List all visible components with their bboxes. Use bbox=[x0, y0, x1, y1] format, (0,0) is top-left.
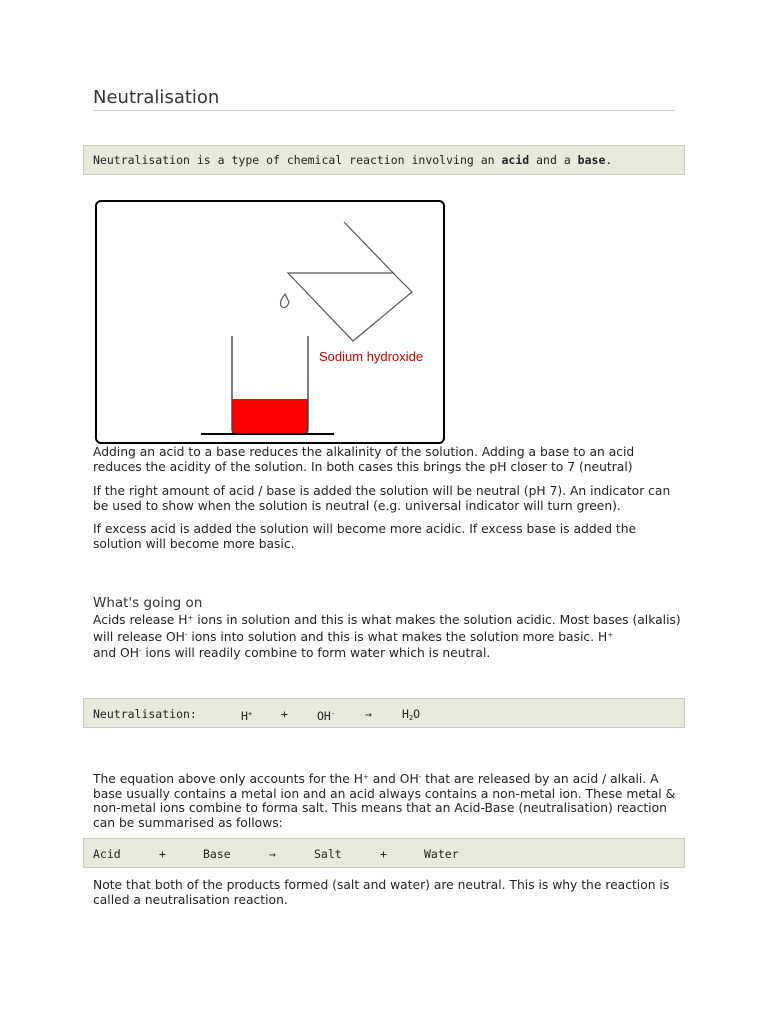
intro-base-term: base bbox=[577, 153, 606, 167]
hydrogen-ion bbox=[241, 707, 252, 723]
hydroxide-ion bbox=[317, 707, 335, 723]
intro-text-start: Neutralisation is a type of chemical reaction involving an bbox=[93, 153, 502, 167]
ions-text-5: ions will readily combine to form water which is neutral. bbox=[141, 646, 491, 660]
superscript-minus: - bbox=[184, 630, 188, 639]
section-heading: What's going on bbox=[93, 595, 203, 611]
hydrogen-symbol: H bbox=[241, 709, 248, 723]
equation-acid: Acid bbox=[93, 847, 121, 861]
ions-text-2: ions in solution and this is what makes the solution acidic. Most bases (alkalis) will release OH bbox=[93, 613, 681, 644]
paragraph-1: Adding an acid to a base reduces the alkalinity of the solution. Adding a base to an acid reduces the acidity of the solution. In both cases this brings the pH closer to 7 (neutral) bbox=[93, 445, 635, 474]
superscript-plus: + bbox=[607, 630, 614, 639]
equation-salt: Salt bbox=[314, 847, 342, 861]
page-title: Neutralisation bbox=[93, 87, 220, 108]
red-solution bbox=[232, 399, 308, 433]
equation-plus-1: + bbox=[159, 847, 166, 861]
hydroxide-symbol: OH bbox=[317, 709, 331, 723]
plus-sign: + bbox=[281, 707, 288, 721]
equation-label: Neutralisation: bbox=[93, 707, 197, 721]
title-divider bbox=[93, 110, 675, 111]
ions-text-1: Acids release H bbox=[93, 613, 188, 627]
intro-box bbox=[83, 145, 685, 175]
paragraph-3: If excess acid is added the solution will become more acidic. If excess base is added the solution will become more basic. bbox=[93, 522, 637, 551]
water-formula bbox=[402, 707, 420, 725]
sodium-hydroxide-label: Sodium hydroxide bbox=[319, 349, 424, 364]
water-o: O bbox=[413, 707, 421, 721]
equation-plus-2: + bbox=[380, 847, 387, 861]
arrow-icon: → bbox=[365, 707, 372, 721]
intro-acid-term: acid bbox=[501, 153, 530, 167]
ions-text-3: ions into solution and this is what makes the solution more basic. H bbox=[187, 629, 608, 644]
equation-arrow-icon: → bbox=[269, 847, 276, 861]
intro-text-middle: and a bbox=[529, 153, 578, 167]
superscript-plus: + bbox=[362, 773, 369, 781]
equation-base: Base bbox=[203, 847, 231, 861]
superscript-plus: + bbox=[187, 614, 194, 622]
explain-text-1: The equation above only accounts for the H bbox=[93, 772, 363, 786]
ions-paragraph bbox=[93, 611, 683, 661]
explain-text-2: and OH bbox=[368, 772, 419, 786]
superscript-minus: - bbox=[138, 647, 142, 655]
explain-paragraph bbox=[93, 770, 683, 830]
neutralisation-equation-box bbox=[83, 698, 685, 728]
acid-base-equation-box bbox=[83, 838, 685, 868]
ions-text-4: and OH bbox=[93, 646, 139, 660]
superscript-minus: - bbox=[330, 710, 336, 718]
paragraph-2: If the right amount of acid / base is added the solution will be neutral (pH 7). An indicator can be used to show when the solution is neutral (e.g. universal indicator will turn green). bbox=[93, 484, 671, 513]
equation-water: Water bbox=[424, 847, 459, 861]
subscript-two: 2 bbox=[408, 714, 414, 722]
neutralisation-diagram bbox=[94, 200, 446, 446]
superscript-minus: - bbox=[418, 773, 422, 781]
intro-text-end: . bbox=[605, 153, 613, 167]
note-paragraph: Note that both of the products formed (salt and water) are neutral. This is why the reaction is called a neutralisation reaction. bbox=[93, 878, 670, 907]
explain-text-3: that are released by an acid / alkali. A base usually contains a metal ion and an acid always contains a non-metal ion. These metal & non-metal ions combine to forma salt. This means that an Acid-Base (neutralisation) reaction can be summarised as follows: bbox=[93, 772, 676, 830]
water-h: H bbox=[402, 707, 409, 721]
superscript-plus: + bbox=[247, 710, 253, 718]
